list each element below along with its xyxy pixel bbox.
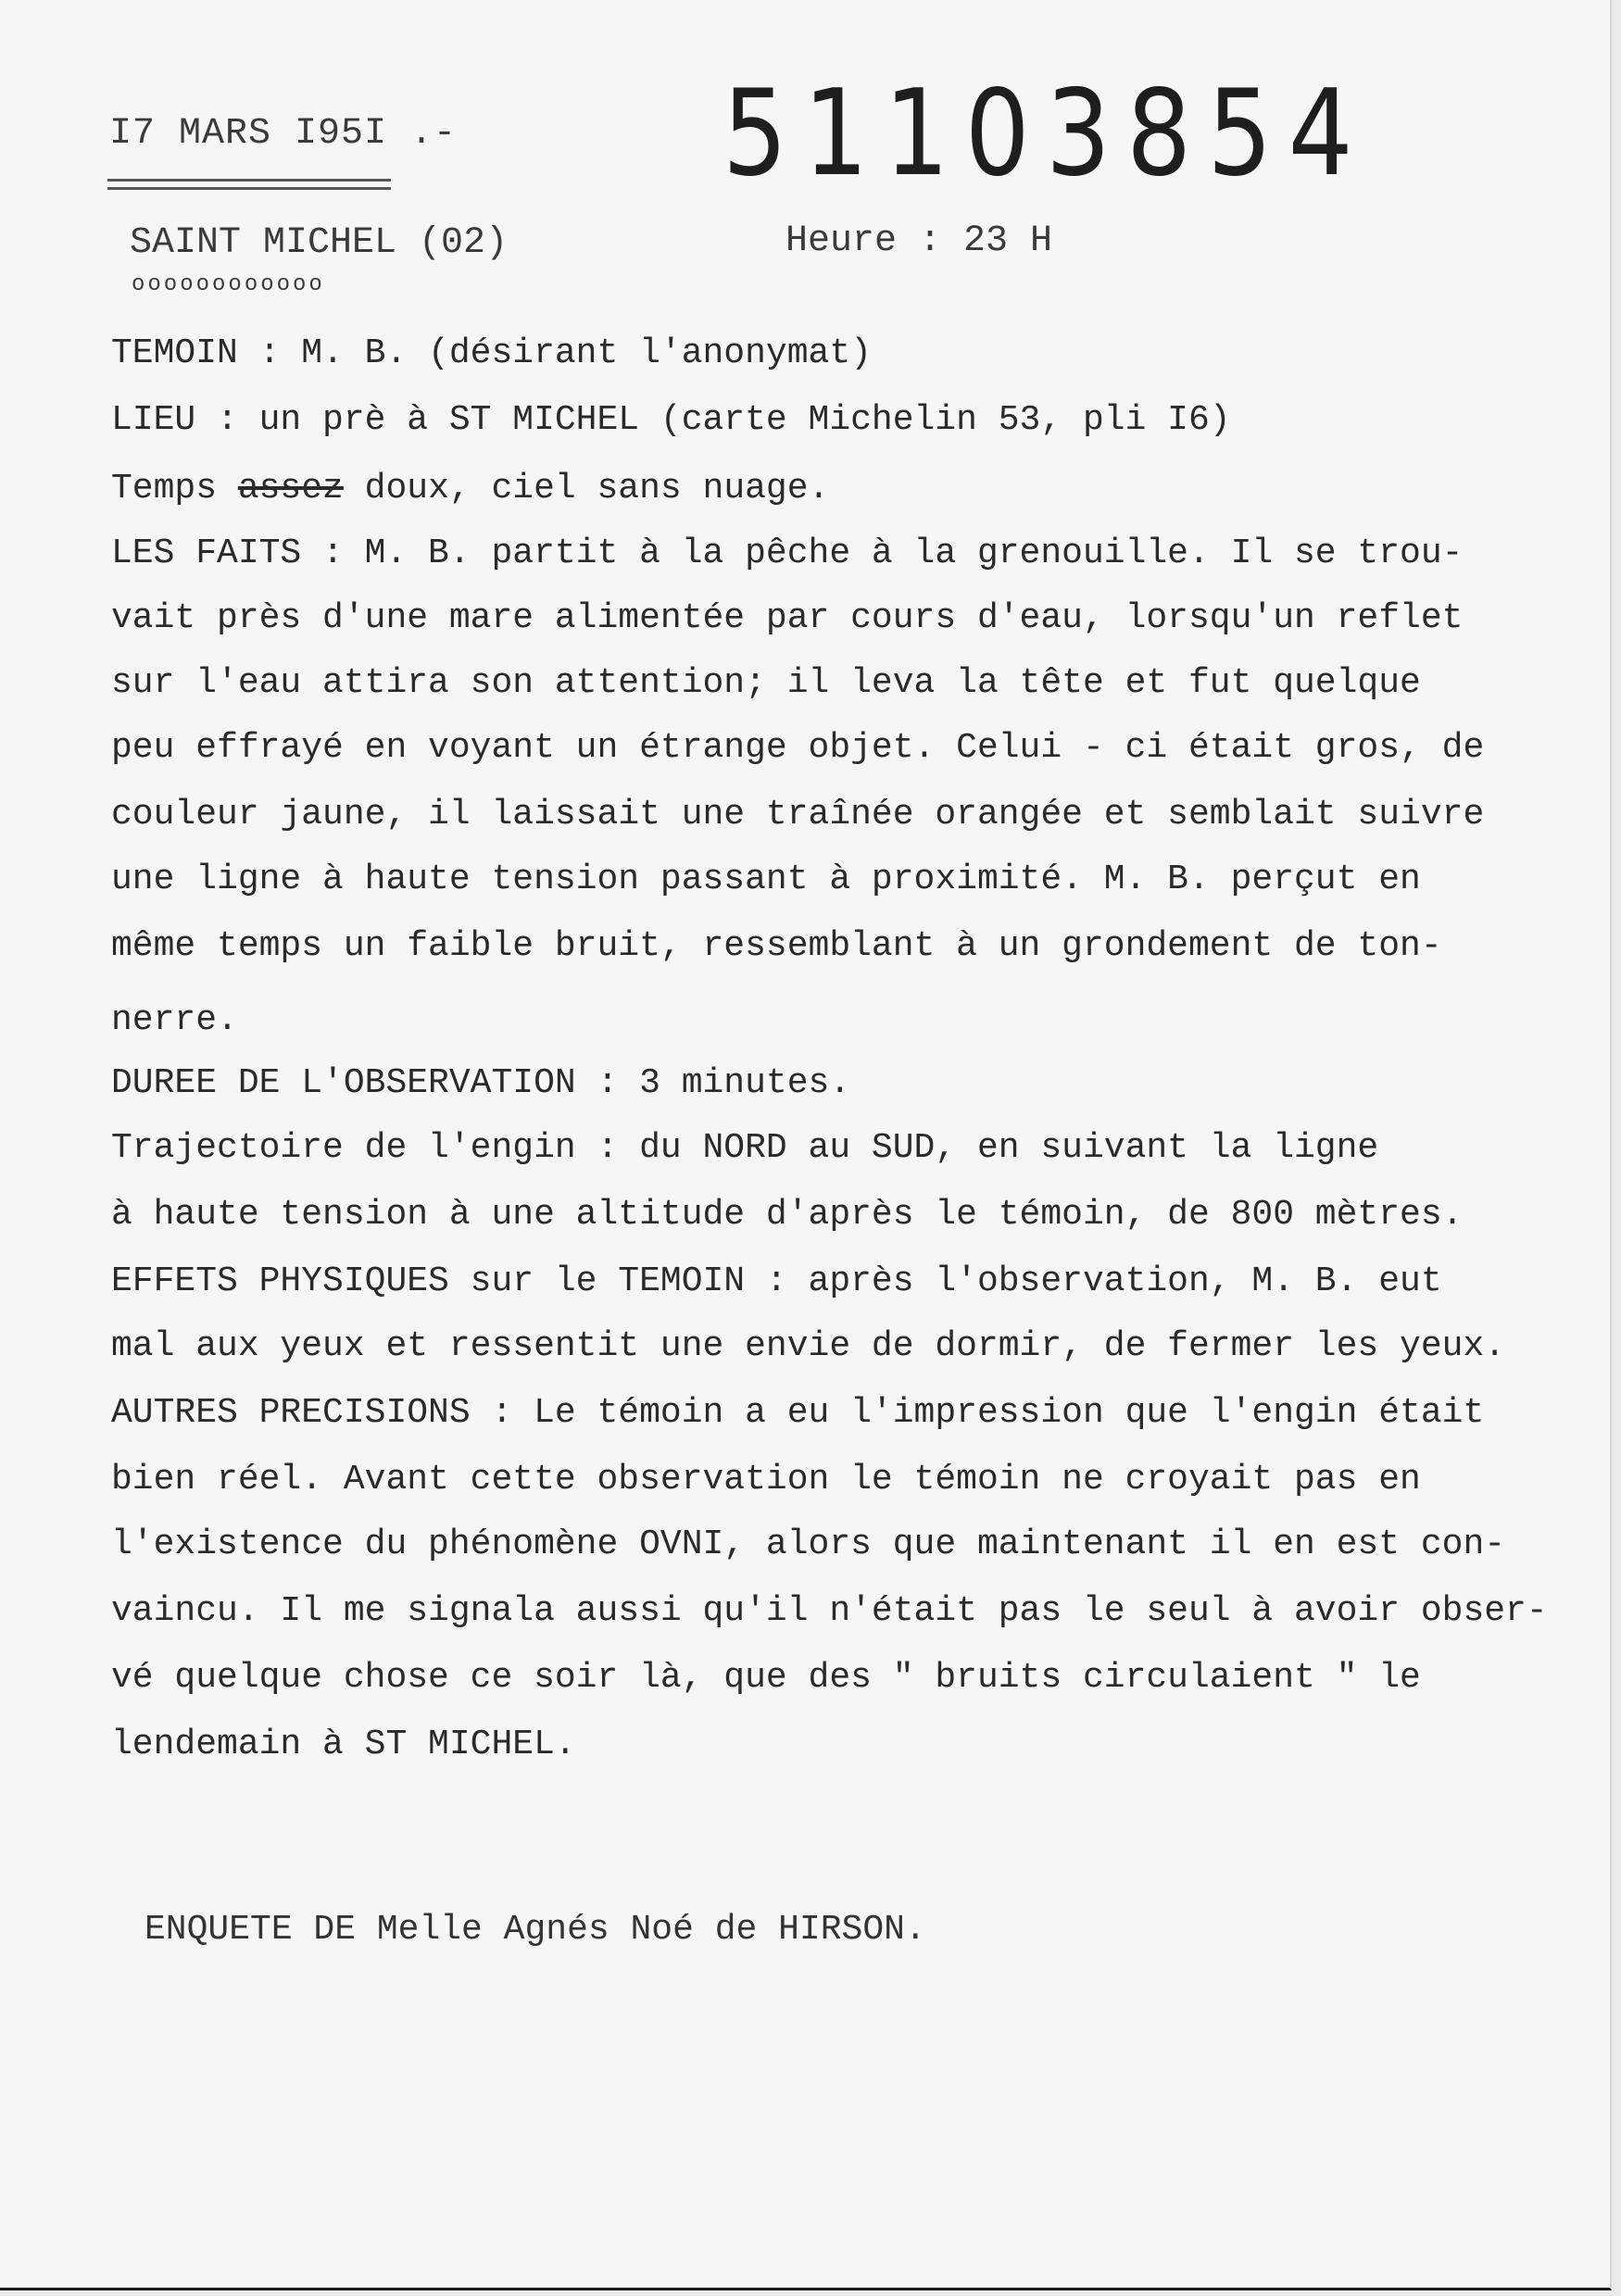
report-date: I7 MARS I95I .- [109,113,458,155]
details-line: AUTRES PRECISIONS : Le témoin a eu l'impression que l'engin était [111,1393,1485,1433]
details-line: vaincu. Il me signala aussi qu'il n'était pas le seul à avoir obser- [111,1591,1548,1631]
facts-line: même temps un faible bruit, ressemblant à un grondement de ton- [111,926,1442,966]
details-line: bien réel. Avant cette observation le témoin ne croyait pas en [111,1460,1421,1499]
weather-rest: doux, ciel sans nuage. [343,469,830,508]
effects-line: EFFETS PHYSIQUES sur le TEMOIN : après l'observation, M. B. eut [111,1261,1442,1301]
duration-line: DUREE DE L'OBSERVATION : 3 minutes. [111,1063,851,1103]
facts-line: vait près d'une mare alimentée par cours d'eau, lorsqu'un reflet [111,598,1464,638]
weather-line [111,469,829,508]
facts-line: LES FAITS : M. B. partit à la pêche à la grenouille. Il se trou- [111,533,1464,573]
details-line: lendemain à ST MICHEL. [111,1725,576,1764]
trajectory-line: à haute tension à une altitude d'après le témoin, de 800 mètres. [111,1195,1464,1235]
effects-line: mal aux yeux et ressentit une envie de dormir, de fermer les yeux. [111,1326,1506,1366]
place-name: SAINT MICHEL (02) [130,222,509,264]
facts-line: une ligne à haute tension passant à proximité. M. B. perçut en [111,859,1421,899]
facts-line: couleur jaune, il laissait une traînée orangée et semblait suivre [111,795,1485,834]
serial-number: 51103854 [723,65,1369,203]
witness-line: TEMOIN : M. B. (désirant l'anonymat) [111,333,872,373]
place-underline-ornament: oooooooooooo [132,272,325,297]
details-line: l'existence du phénomène OVNI, alors que maintenant il en est con- [111,1524,1506,1564]
trajectory-line: Trajectoire de l'engin : du NORD au SUD, en suivant la ligne [111,1128,1379,1168]
location-line: LIEU : un prè à ST MICHEL (carte Michelin 53, pli I6) [111,400,1231,440]
date-underline [107,179,391,182]
details-line: vé quelque chose ce soir là, que des " bruits circulaient " le [111,1658,1421,1698]
facts-line: nerre. [111,1000,238,1040]
struck-word: assez [237,469,344,508]
observation-hour: Heure : 23 H [785,220,1053,262]
weather-word: Temps [111,469,238,508]
investigator-signature-line: ENQUETE DE Melle Agnés Noé de HIRSON. [145,1910,926,1950]
facts-line: sur l'eau attira son attention; il leva la tête et fut quelque [111,663,1421,703]
facts-line: peu effrayé en voyant un étrange objet. Celui - ci était gros, de [111,728,1485,768]
date-underline [107,187,391,190]
